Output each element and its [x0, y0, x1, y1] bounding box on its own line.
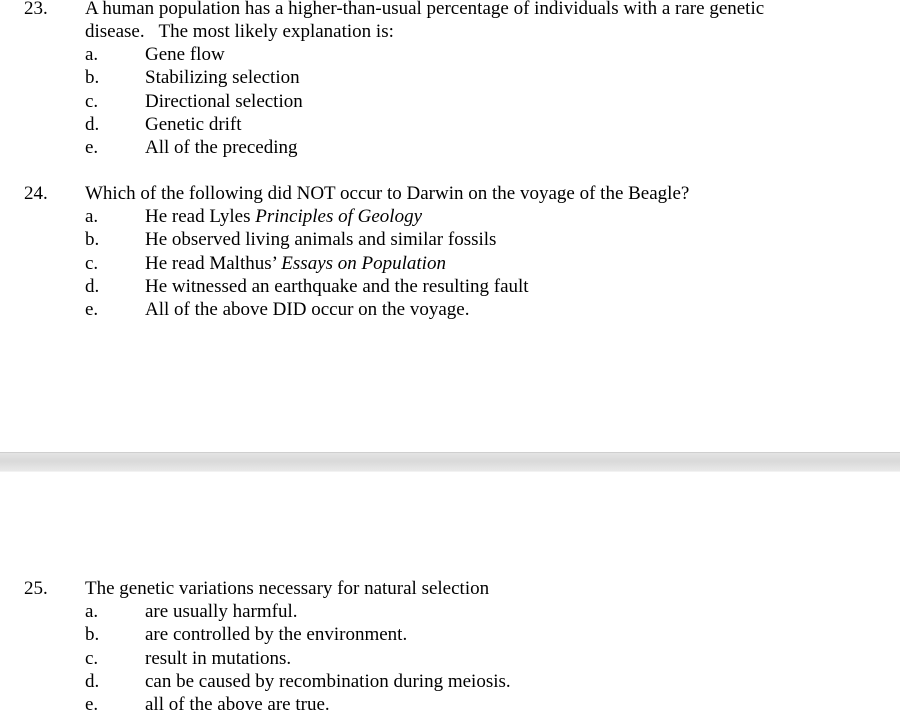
- option-text: Gene flow: [145, 44, 225, 65]
- option-letter: e.: [85, 299, 99, 320]
- option-text: Stabilizing selection: [145, 67, 300, 88]
- option-letter: d.: [85, 114, 100, 135]
- option-text: can be caused by recombination during meiosis.: [145, 671, 511, 692]
- option-text: Directional selection: [145, 91, 303, 112]
- option-letter: e.: [85, 694, 99, 715]
- option-letter: b.: [85, 67, 100, 88]
- page-break-divider: [0, 452, 900, 472]
- option-letter: c.: [85, 91, 99, 112]
- option-text: He read Lyles Principles of Geology: [145, 206, 423, 227]
- question-number: 24.: [24, 183, 48, 204]
- option-letter: c.: [85, 648, 99, 669]
- option-text: are controlled by the environment.: [145, 624, 408, 645]
- option-letter: b.: [85, 229, 100, 250]
- option-letter: a.: [85, 44, 99, 65]
- option-letter: a.: [85, 206, 99, 227]
- option-text: Genetic drift: [145, 114, 242, 135]
- option-text: All of the preceding: [145, 137, 298, 158]
- question-text-line-1: A human population has a higher-than-usual percentage of individuals with a rare genetic: [85, 0, 765, 19]
- option-letter: a.: [85, 601, 99, 622]
- question-number: 25.: [24, 578, 48, 599]
- question-text-line-1: Which of the following did NOT occur to Darwin on the voyage of the Beagle?: [85, 183, 690, 204]
- option-text: All of the above DID occur on the voyage.: [145, 299, 470, 320]
- question-number: 23.: [24, 0, 48, 19]
- option-text: all of the above are true.: [145, 694, 330, 715]
- book-title: Essays on Population: [281, 253, 446, 274]
- option-text: He witnessed an earthquake and the resulting fault: [145, 276, 529, 297]
- option-text: result in mutations.: [145, 648, 292, 669]
- option-letter: b.: [85, 624, 100, 645]
- option-letter: d.: [85, 671, 100, 692]
- question-text-line-1: The genetic variations necessary for natural selection: [85, 578, 490, 599]
- book-title: Principles of Geology: [255, 206, 423, 227]
- option-letter: c.: [85, 253, 99, 274]
- option-text: He read Malthus’ Essays on Population: [145, 253, 446, 274]
- question-text-line-2: disease. The most likely explanation is:: [85, 21, 394, 42]
- option-letter: e.: [85, 137, 99, 158]
- option-text: are usually harmful.: [145, 601, 298, 622]
- option-letter: d.: [85, 276, 100, 297]
- option-text: He observed living animals and similar fossils: [145, 229, 497, 250]
